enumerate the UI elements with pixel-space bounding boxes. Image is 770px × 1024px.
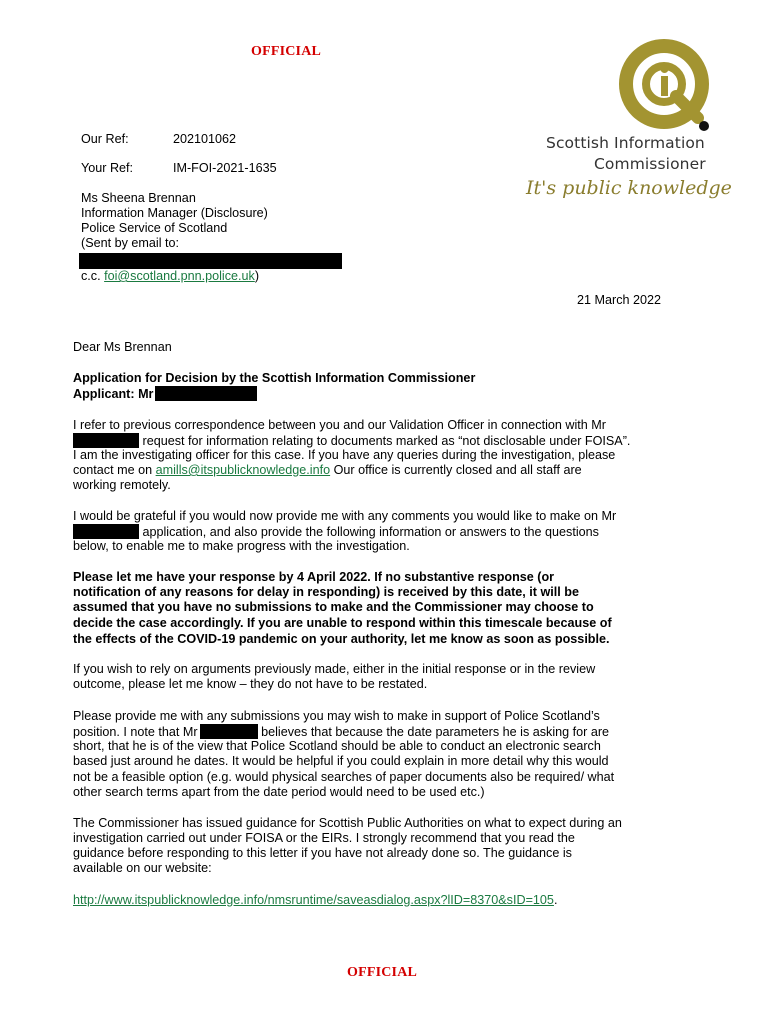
guidance-link-line: http://www.itspublicknowledge.info/nmsruntime/saveasdialog.aspx?lID=8370&sID=105. [73, 893, 558, 907]
your-ref-value: IM-FOI-2021-1635 [173, 161, 277, 175]
p1-line-4: contact me on amills@itspublicknowledge.info Our office is currently closed and all staff are [73, 463, 582, 477]
p5-line-3: short, that he is of the view that Police Scotland should be able to conduct an electronic search [73, 739, 601, 753]
redaction-applicant [155, 386, 257, 401]
address-line-4: (Sent by email to: [81, 236, 179, 250]
our-ref-value: 202101062 [173, 132, 237, 146]
our-ref-label: Our Ref: [81, 132, 129, 146]
p6-line-4: available on our website: [73, 861, 212, 875]
redaction-name [73, 433, 139, 448]
p5-line-1: Please provide me with any submissions you may wish to make in support of Police Scotland’s [73, 709, 600, 723]
subject-line-2: Applicant: Mr [73, 386, 257, 403]
p3-line-2: notification of any reasons for delay in responding) is received by this date, it will be [73, 585, 579, 599]
officer-email-link[interactable]: amills@itspublicknowledge.info [155, 463, 331, 477]
subject-line-1: Application for Decision by the Scottish Information Commissioner [73, 371, 476, 385]
letter-date: 21 March 2022 [577, 293, 662, 307]
p3-line-4: decide the case accordingly. If you are unable to respond within this timescale because of [73, 616, 612, 630]
p5-line-2: position. I note that Mr believes that because the date parameters he is asking for are [73, 725, 610, 739]
cc-line [81, 269, 259, 285]
p1-line-2: request for information relating to documents marked as “not disclosable under FOISA”. [73, 433, 630, 450]
guidance-link[interactable]: http://www.itspublicknowledge.info/nmsruntime/saveasdialog.aspx?lID=8370&sID=105 [73, 893, 554, 907]
official-marking-header: OFFICIAL [251, 44, 322, 59]
p1-line-3: I am the investigating officer for this case. If you have any queries during the investigation, please [73, 448, 616, 462]
cc-prefix: c.c. [81, 269, 105, 283]
cc-suffix: ) [254, 269, 260, 283]
p3-line-1: Please let me have your response by 4 April 2022. If no substantive response (or [73, 570, 555, 584]
p6-line-1: The Commissioner has issued guidance for Scottish Public Authorities on what to expect during an [73, 816, 622, 830]
salutation: Dear Ms Brennan [73, 340, 172, 354]
your-ref-label: Your Ref: [81, 161, 134, 175]
p4-line-2: outcome, please let me know – they do not have to be restated. [73, 677, 428, 691]
p5-line-5: not be a feasible option (e.g. would physical searches of paper documents also be required/ what [73, 770, 615, 784]
official-marking-footer: OFFICIAL [347, 965, 418, 980]
p1-line-5: working remotely. [73, 478, 171, 492]
cc-email-link[interactable]: foi@scotland.pnn.police.uk [104, 269, 255, 283]
logo-tagline: It's public knowledge [526, 177, 732, 199]
p3-line-3: assumed that you have no submissions to make and the Commissioner may choose to [73, 600, 594, 614]
p5-line-4: based just around he dates. It would be helpful if you could explain in more detail why this would [73, 754, 609, 768]
p2-line-3: below, to enable me to make progress with the investigation. [73, 539, 410, 553]
address-line-2: Information Manager (Disclosure) [81, 206, 268, 220]
p6-line-2: investigation carried out under FOISA or the EIRs. I strongly recommend that you read the [73, 831, 575, 845]
p2-line-2: application, and also provide the following information or answers to the questions [73, 524, 599, 541]
p1-line-1: I refer to previous correspondence between you and our Validation Officer in connection with Mr [73, 418, 606, 432]
redaction-name [200, 724, 258, 739]
logo-line-2: Commissioner [594, 155, 706, 173]
address-line-1: Ms Sheena Brennan [81, 191, 196, 205]
p2-line-1: I would be grateful if you would now provide me with any comments you would like to make on Mr [73, 509, 617, 523]
p6-line-3: guidance before responding to this letter if you have not already done so. The guidance is [73, 846, 572, 860]
p4-line-1: If you wish to rely on arguments previously made, either in the initial response or in the review [73, 662, 596, 676]
redaction-name [73, 524, 139, 539]
logo-line-1: Scottish Information [546, 134, 705, 152]
redaction-email [79, 253, 342, 269]
p3-line-5: the effects of the COVID-19 pandemic on your authority, let me know as soon as possible. [73, 632, 610, 646]
sic-logo-icon [618, 38, 718, 134]
address-line-3: Police Service of Scotland [81, 221, 228, 235]
p5-line-6: other search terms apart from the date period would need to be used etc.) [73, 785, 485, 799]
